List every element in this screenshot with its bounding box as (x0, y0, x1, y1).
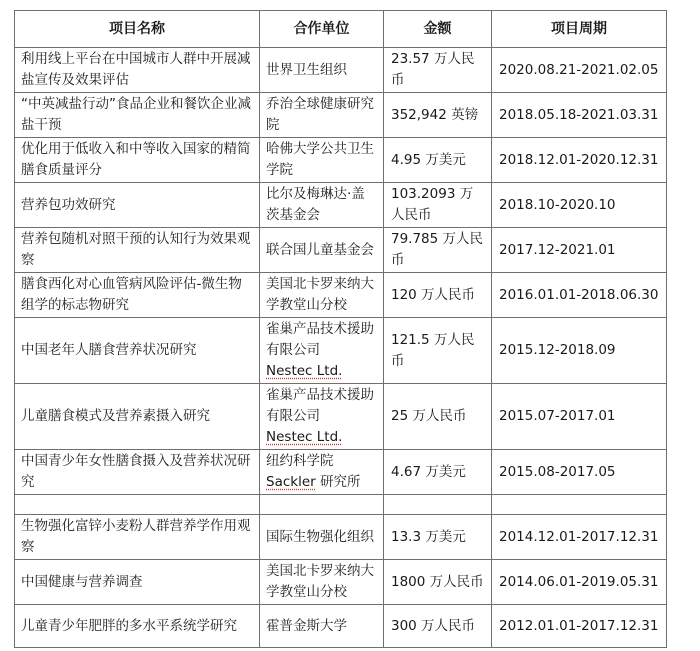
cell-amount: 352,942 英镑 (384, 93, 492, 138)
cell-partner (260, 384, 384, 450)
cell-project-name: 营养包功效研究 (15, 183, 260, 228)
table-row (15, 273, 667, 318)
cell-project-name: 膳食西化对心血管病风险评估-微生物组学的标志物研究 (15, 273, 260, 318)
cell-project-name: 利用线上平台在中国城市人群中开展减盐宣传及效果评估 (15, 48, 260, 93)
cell-project-name: 儿童青少年肥胖的多水平系统学研究 (15, 605, 260, 648)
table-header-row (15, 11, 667, 48)
cell-partner: 美国北卡罗来纳大学教堂山分校 (260, 273, 384, 318)
cell-partner: 比尔及梅琳达·盖茨基金会 (260, 183, 384, 228)
table-row (15, 183, 667, 228)
cell-period: 2014.06.01-2019.05.31 (492, 560, 667, 605)
cell-amount: 121.5 万人民币 (384, 318, 492, 384)
cell-period: 2012.01.01-2017.12.31 (492, 605, 667, 648)
cell-period: 2015.08-2017.05 (492, 450, 667, 495)
cell-project-name: 营养包随机对照干预的认知行为效果观察 (15, 228, 260, 273)
cell-amount: 79.785 万人民币 (384, 228, 492, 273)
header-amount: 金额 (384, 11, 492, 48)
table-row (15, 560, 667, 605)
cell-project-name: 中国老年人膳食营养状况研究 (15, 318, 260, 384)
cell-amount: 23.57 万人民币 (384, 48, 492, 93)
cell-project-name: 儿童膳食模式及营养素摄入研究 (15, 384, 260, 450)
cell-amount: 4.95 万美元 (384, 138, 492, 183)
partner-name-en: Sackler (266, 474, 316, 490)
cell-period: 2020.08.21-2021.02.05 (492, 48, 667, 93)
table-row (15, 515, 667, 560)
table-row (15, 138, 667, 183)
cell-period: 2018.05.18-2021.03.31 (492, 93, 667, 138)
cell-amount: 300 万人民币 (384, 605, 492, 648)
cell-partner: 国际生物强化组织 (260, 515, 384, 560)
partner-name-en: Nestec Ltd. (266, 429, 343, 445)
cell-partner (260, 450, 384, 495)
cell-amount: 120 万人民币 (384, 273, 492, 318)
cell-period: 2015.07-2017.01 (492, 384, 667, 450)
cell-period: 2018.12.01-2020.12.31 (492, 138, 667, 183)
header-project-name: 项目名称 (15, 11, 260, 48)
partner-name-tail: 研究所 (315, 474, 361, 490)
table-row-empty (15, 495, 667, 515)
header-period: 项目周期 (492, 11, 667, 48)
cell-project-name (15, 495, 260, 515)
cell-project-name: 中国青少年女性膳食摄入及营养状况研究 (15, 450, 260, 495)
cell-amount: 1800 万人民币 (384, 560, 492, 605)
cell-period (492, 495, 667, 515)
table-row (15, 93, 667, 138)
cell-partner: 乔治全球健康研究院 (260, 93, 384, 138)
cell-project-name: 生物强化富锌小麦粉人群营养学作用观察 (15, 515, 260, 560)
table-row (15, 605, 667, 648)
cell-period: 2016.01.01-2018.06.30 (492, 273, 667, 318)
cell-period: 2014.12.01-2017.12.31 (492, 515, 667, 560)
table-row (15, 384, 667, 450)
cell-amount: 103.2093 万人民币 (384, 183, 492, 228)
partner-name-zh: 雀巢产品技术援助有限公司 (266, 387, 374, 424)
header-partner: 合作单位 (260, 11, 384, 48)
cell-project-name: 优化用于低收入和中等收入国家的精简膳食质量评分 (15, 138, 260, 183)
partner-name-zh: 纽约科学院 (266, 453, 334, 469)
cell-amount: 4.67 万美元 (384, 450, 492, 495)
partner-name-zh: 雀巢产品技术援助有限公司 (266, 321, 374, 358)
document-page (14, 10, 667, 648)
cell-project-name: 中国健康与营养调查 (15, 560, 260, 605)
cell-partner (260, 495, 384, 515)
cell-period: 2017.12-2021.01 (492, 228, 667, 273)
table-row (15, 318, 667, 384)
table-row (15, 48, 667, 93)
cell-amount: 25 万人民币 (384, 384, 492, 450)
partner-name-en: Nestec Ltd. (266, 363, 343, 379)
cell-partner: 联合国儿童基金会 (260, 228, 384, 273)
cell-amount (384, 495, 492, 515)
cell-partner (260, 318, 384, 384)
cell-amount: 13.3 万美元 (384, 515, 492, 560)
cell-partner: 霍普金斯大学 (260, 605, 384, 648)
cell-partner: 哈佛大学公共卫生学院 (260, 138, 384, 183)
cell-period: 2018.10-2020.10 (492, 183, 667, 228)
cell-partner: 世界卫生组织 (260, 48, 384, 93)
cell-project-name: “中英减盐行动”食品企业和餐饮企业减盐干预 (15, 93, 260, 138)
cell-period: 2015.12-2018.09 (492, 318, 667, 384)
table-row (15, 450, 667, 495)
projects-table (14, 10, 667, 648)
cell-partner: 美国北卡罗来纳大学教堂山分校 (260, 560, 384, 605)
table-row (15, 228, 667, 273)
